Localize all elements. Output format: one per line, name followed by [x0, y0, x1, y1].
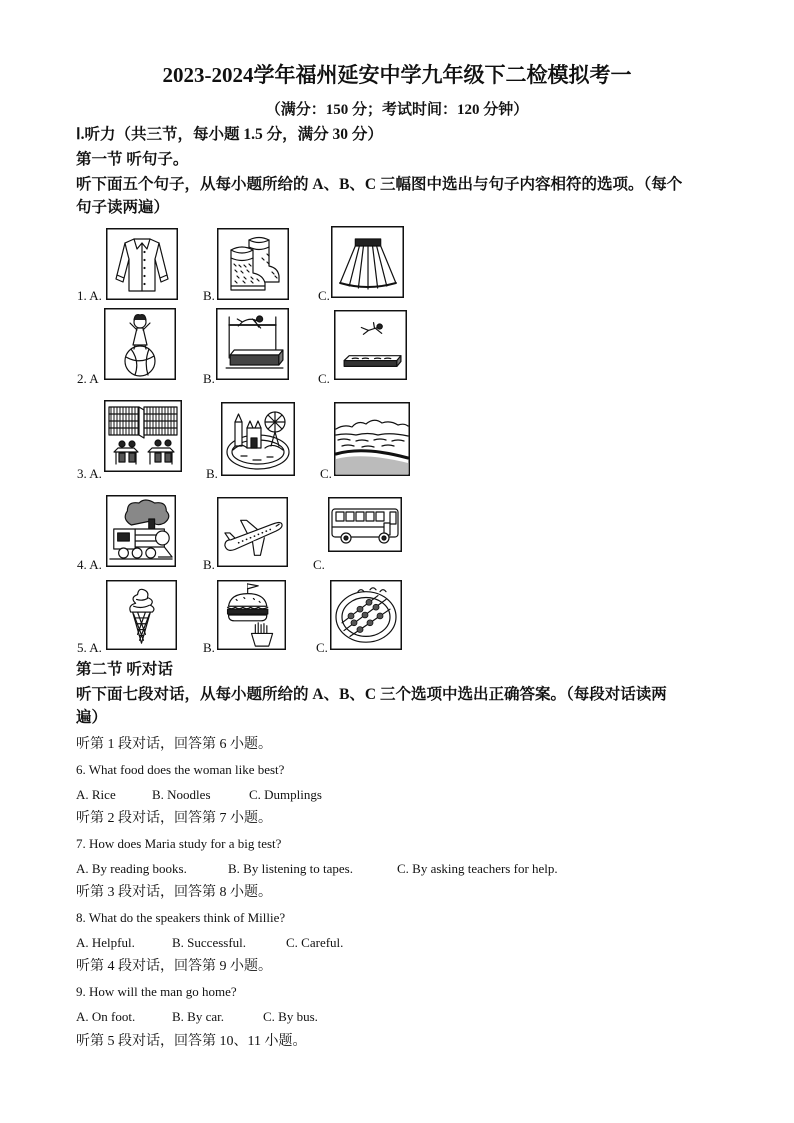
question-4-label-c: C. — [313, 557, 325, 572]
boots-icon — [217, 228, 289, 300]
ice-cream-icon — [106, 580, 177, 650]
section1-instruction-line1: 听下面五个句子，从每小题所给的 A、B、C 三幅图中选出与句子内容相符的选项。（每个 — [76, 176, 683, 193]
question-4-label-b: B. — [203, 557, 215, 572]
question-4-label-a: 4. A. — [77, 557, 102, 572]
skirt-icon — [331, 226, 404, 298]
hamburger-fries-icon — [217, 580, 286, 650]
question-6-option-a: A. Rice — [76, 787, 116, 802]
question-7-option-c: C. By asking teachers for help. — [397, 861, 558, 876]
question-3-label-b: B. — [206, 466, 218, 481]
question-8-option-a: A. Helpful. — [76, 935, 135, 950]
question-1-label-a: 1. A. — [77, 288, 102, 303]
question-2-label-c: C. — [318, 371, 330, 386]
library-icon — [104, 400, 182, 472]
kebab-plate-icon — [330, 580, 402, 650]
question-9-option-c: C. By bus. — [263, 1009, 318, 1024]
question-5-label-a: 5. A. — [77, 640, 102, 655]
section1-heading: 第一节 听句子。 — [76, 151, 189, 168]
section2-instruction-line2: 遍） — [76, 709, 108, 726]
listening-heading: Ⅰ.听力（共三节，每小题 1.5 分，满分 30 分） — [76, 126, 383, 143]
dialogue-5-prompt: 听第 5 段对话，回答第 10、11 小题。 — [76, 1034, 307, 1049]
question-9-option-b: B. By car. — [172, 1009, 224, 1024]
bus-icon — [328, 497, 402, 552]
question-1-label-c: C. — [318, 288, 330, 303]
exam-title: 2023-2024学年福州延安中学九年级下二检模拟考一 — [162, 63, 632, 87]
question-8-option-c: C. Careful. — [286, 935, 344, 950]
dialogue-3-prompt: 听第 3 段对话，回答第 8 小题。 — [76, 885, 272, 900]
section2-instruction-line1: 听下面七段对话，从每小题所给的 A、B、C 三个选项中选出正确答案。（每段对话读两 — [76, 686, 667, 703]
question-8-stem: 8. What do the speakers think of Millie? — [76, 910, 286, 925]
train-icon — [106, 495, 176, 567]
question-1-label-b: B. — [203, 288, 215, 303]
high-jump-icon — [216, 308, 289, 380]
question-9-option-a: A. On foot. — [76, 1009, 136, 1024]
section1-instruction-line2: 句子读两遍） — [76, 199, 170, 216]
question-2-label-b: B. — [203, 371, 215, 386]
question-5-label-b: B. — [203, 640, 215, 655]
exam-subtitle: （满分：150 分；考试时间：120 分钟） — [265, 102, 529, 118]
question-7-option-b: B. By listening to tapes. — [228, 861, 353, 876]
question-6-option-c: C. Dumplings — [249, 787, 322, 802]
long-jump-icon — [334, 310, 407, 380]
amusement-park-icon — [221, 402, 295, 476]
question-6-stem: 6. What food does the woman like best? — [76, 762, 285, 777]
question-7-stem: 7. How does Maria study for a big test? — [76, 836, 282, 851]
question-5-label-c: C. — [316, 640, 328, 655]
dialogue-1-prompt: 听第 1 段对话，回答第 6 小题。 — [76, 737, 272, 752]
question-6-option-b: B. Noodles — [152, 787, 211, 802]
dialogue-4-prompt: 听第 4 段对话，回答第 9 小题。 — [76, 959, 272, 974]
girl-on-ball-icon — [104, 308, 176, 380]
question-3-label-a: 3. A. — [77, 466, 102, 481]
question-8-option-b: B. Successful. — [172, 935, 247, 950]
question-7-option-a: A. By reading books. — [76, 861, 187, 876]
dialogue-2-prompt: 听第 2 段对话，回答第 7 小题。 — [76, 811, 272, 826]
beach-icon — [334, 402, 410, 476]
question-3-label-c: C. — [320, 466, 332, 481]
question-9-stem: 9. How will the man go home? — [76, 984, 237, 999]
shirt-icon — [106, 228, 178, 300]
question-2-label-a: 2. A — [77, 371, 99, 386]
section2-heading: 第二节 听对话 — [76, 661, 173, 678]
plane-icon — [217, 497, 288, 567]
